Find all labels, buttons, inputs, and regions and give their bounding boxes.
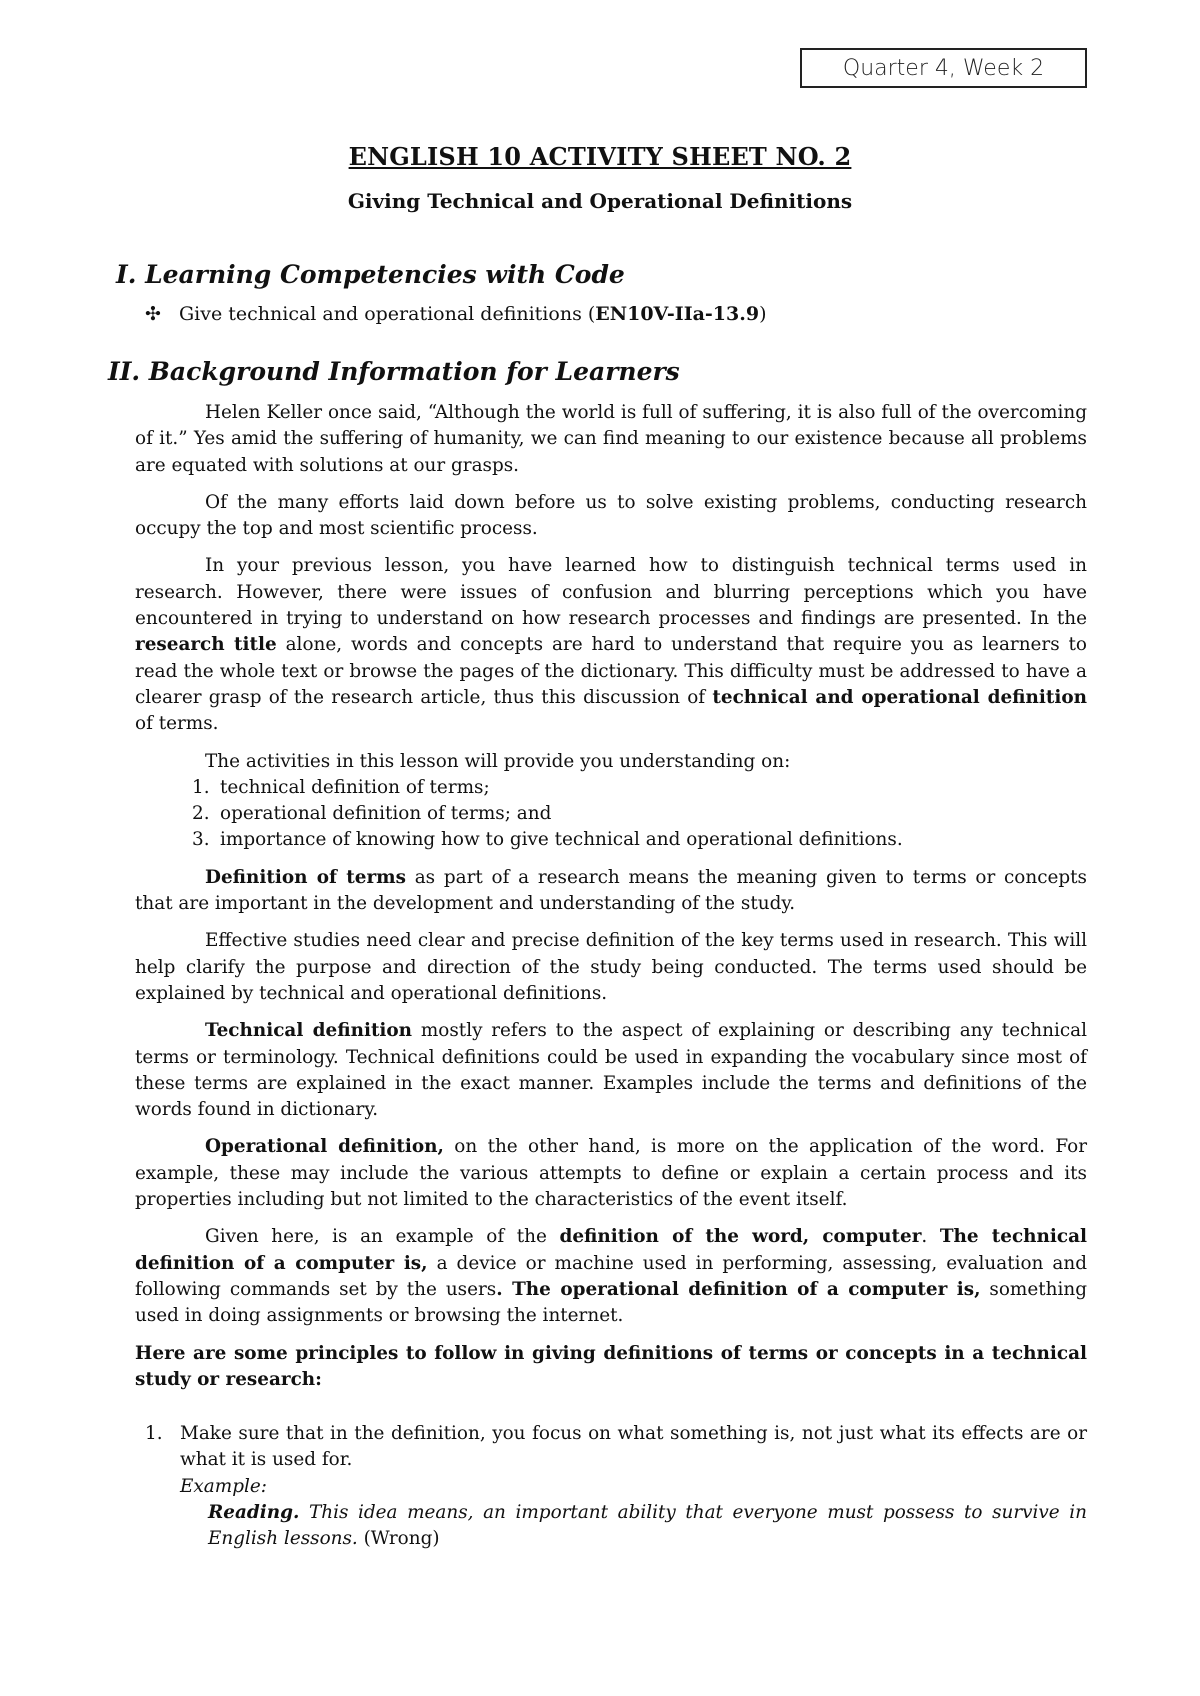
text-run: . [921,1226,940,1248]
list-text: operational definition of terms; and [220,803,552,825]
principle-text: Make sure that in the definition, you focus on what something is, not just what its effects are or what it is used for. [180,1423,1087,1471]
bold-research-title: research title [135,634,277,656]
paragraph-previous-lesson [135,553,1087,737]
paragraph-operational-definition [135,1134,1087,1213]
sheet-title: ENGLISH 10 ACTIVITY SHEET NO. 2 [348,142,852,171]
background-body [135,400,1087,1553]
text-run: Given here, is an example of the [205,1226,560,1248]
bold-technical-definition: Technical definition [205,1020,413,1042]
list-number: 1. [192,776,210,798]
example-label: Example: [180,1475,267,1497]
example-term: Reading. [208,1501,300,1523]
list-number: 3. [192,829,210,851]
activities-list [135,775,1087,854]
activities-intro: The activities in this lesson will provide you understanding on: [205,750,791,772]
competency-close: ) [759,303,767,325]
paragraph-effective-studies: Effective studies need clear and precise definition of the key terms used in research. This will help clarify the purpose and direction of the study being conducted. The terms used should be explained by technical and operational definitions. [135,930,1087,1004]
list-text: importance of knowing how to give technical and operational definitions. [220,829,903,851]
competency-item [145,303,766,325]
text-run: mostly refers to the aspect of explaining or describing any technical terms or terminology. Technical definitions could be used in expanding the vocabulary since most of these terms are explained in the exact manner. Examples include the terms and definitions of the words found in dictionary. [135,1020,1087,1121]
example-block [208,1500,1087,1553]
competency-text: Give technical and operational definitions ( [179,303,596,325]
bold-definition-of-terms: Definition of terms [205,866,406,888]
list-item [192,801,1087,827]
quarter-week-box [800,48,1087,88]
list-text: technical definition of terms; [220,776,490,798]
paragraph-helen-keller: Helen Keller once said, “Although the world is full of suffering, it is also full of the overcoming of it.” Yes amid the suffering of humanity, we can find meaning to our existence because all problems are equated with solutions at our grasps. [135,402,1087,476]
text-run: In your previous lesson, you have learned how to distinguish technical terms used in research. However, there were issues of confusion and blurring perceptions which you have encountered in trying to understand on how research processes and findings are presented. In the [135,555,1087,630]
competency-code: EN10V-IIa-13.9 [595,303,760,325]
paragraph-research-efforts: Of the many efforts laid down before us to solve existing problems, conducting research occupy the top and most scientific process. [135,491,1087,540]
example-text: This idea means, an important ability that everyone must possess to survive in English lessons. [208,1501,1087,1550]
section-heading-background: II. Background Information for Learners [108,357,680,386]
principles-list [135,1421,1087,1552]
paragraph-technical-definition [135,1018,1087,1123]
text-run: a device or machine used in performing, assessing, evaluation and following commands set by the users [135,1252,1087,1300]
text-run: as part of a research means the meaning given to terms or concepts that are important in the development and understanding of the study. [135,866,1087,915]
principles-intro: Here are some principles to follow in giving definitions of terms or concepts in a technical study or research: [135,1342,1087,1390]
bold-operational-computer: . The operational definition of a computer is, [496,1278,981,1300]
list-number: 2. [192,803,210,825]
paragraph-computer-example [135,1224,1087,1329]
section-heading-competencies: I. Learning Competencies with Code [116,260,625,289]
bold-operational-definition: Operational definition, [205,1136,444,1158]
example-verdict: (Wrong) [357,1528,440,1550]
text-run: of terms. [135,713,219,735]
quarter-week-label: Quarter 4, Week 2 [842,55,1045,81]
four-point-star-bullet-icon: ✣ [145,303,161,325]
text-run: on the other hand, is more on the application of the word. For example, these may include the various attempts to define or explain a certain process and its properties including but not limited to the characteristics of the event itself. [135,1136,1087,1211]
list-item [192,775,1087,801]
sheet-subtitle: Giving Technical and Operational Definitions [347,189,853,213]
bold-definition-computer: definition of the word, computer [559,1226,922,1248]
text-run: alone, words and concepts are hard to understand that require you as learners to read the whole text or browse the pages of the dictionary. This difficulty must be addressed to have a clearer grasp of the research article, thus this discussion of [135,634,1087,708]
bold-technical-computer: The technical definition of a computer is, [135,1226,1087,1274]
text-run: something used in doing assignments or browsing the internet. [135,1278,1087,1327]
paragraph-definition-of-terms [135,865,1087,918]
list-item [192,827,1087,853]
bold-technical-operational: technical and operational definition [712,686,1088,708]
list-item [135,1421,1087,1552]
list-number: 1. [145,1423,163,1445]
